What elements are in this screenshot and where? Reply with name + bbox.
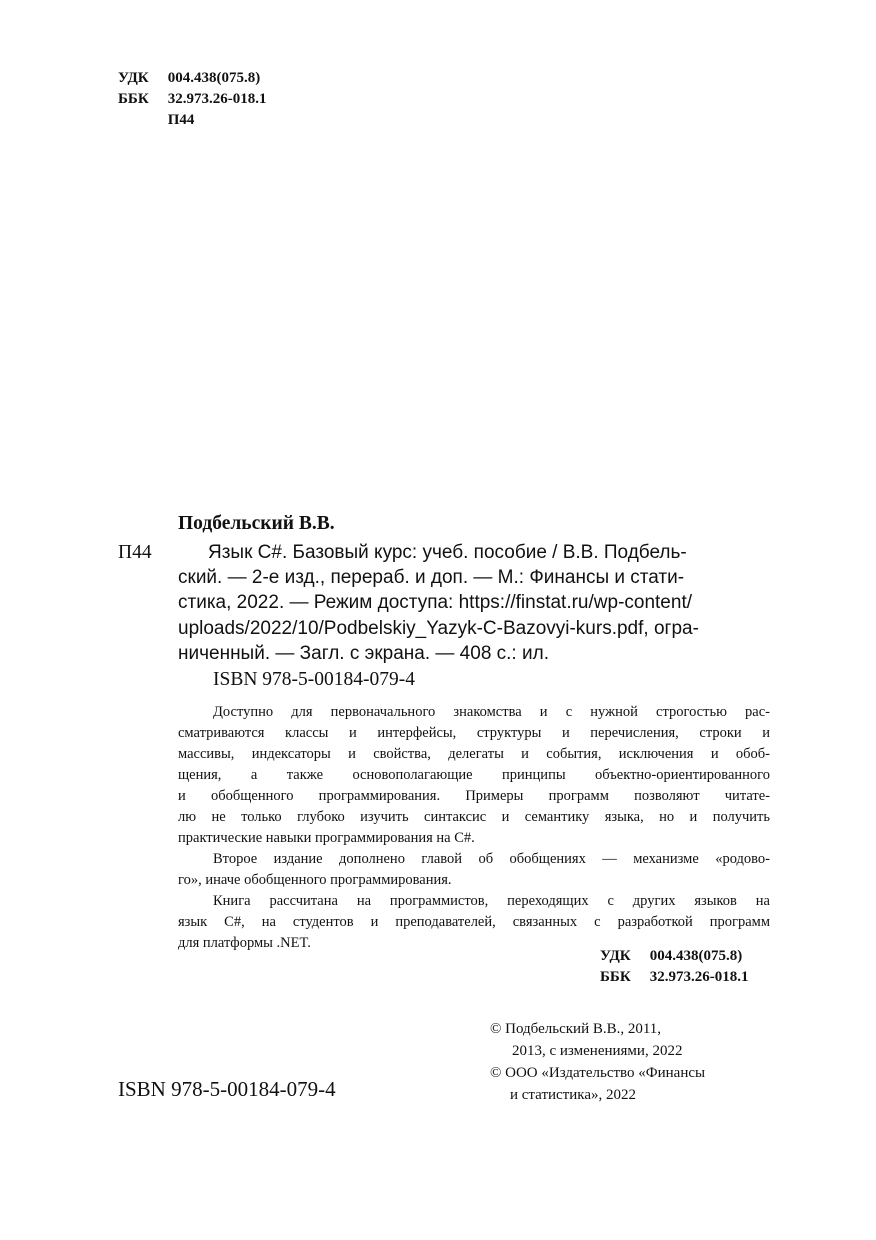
- copyright-line-4: и статистика», 2022: [510, 1087, 636, 1103]
- entry-line-3: стика, 2022. — Режим доступа: https://finstat.ru/wp-content/: [178, 592, 693, 613]
- annotation-line: щения, а также основополагающие принципы объектно-ориентированного: [178, 767, 770, 783]
- annotation-line: Второе издание дополнено главой об обобщениях — механизме «родово-: [213, 851, 770, 867]
- bottom-bbk-value: 32.973.26-018.1: [649, 969, 749, 985]
- entry-line-4: uploads/2022/10/Podbelskiy_Yazyk-C-Bazovyi-kurs.pdf, огра-: [178, 618, 699, 639]
- bottom-udk-row: [600, 946, 749, 967]
- top-bbk-value: 32.973.26-018.1: [167, 91, 267, 107]
- annotation-line: практические навыки программирования на С#.: [178, 830, 475, 846]
- entry-line-2: ский. — 2-е изд., перераб. и доп. — М.: Финансы и стати-: [178, 567, 685, 588]
- top-bbk-row: [118, 89, 267, 110]
- top-bbk-label: ББК: [118, 91, 149, 107]
- bottom-isbn: ISBN 978-5-00184-079-4: [118, 1077, 336, 1101]
- bottom-classification-block: [600, 946, 749, 988]
- annotation-line: Книга рассчитана на программистов, переходящих с других языков на: [213, 893, 770, 909]
- annotation-line: для платформы .NET.: [178, 935, 311, 951]
- entry-isbn: ISBN 978-5-00184-079-4: [213, 669, 416, 690]
- annotation: [178, 702, 770, 954]
- top-udk-label: УДК: [118, 70, 149, 86]
- top-author-code-row: [118, 110, 267, 131]
- bottom-bbk-row: [600, 967, 749, 988]
- annotation-line: массивы, индексаторы и свойства, делегаты и события, исключения и обоб-: [178, 746, 770, 762]
- top-udk-row: [118, 68, 267, 89]
- top-udk-value: 004.438(075.8): [167, 70, 261, 86]
- entry-line-1: Язык С#. Базовый курс: учеб. пособие / В.В. Подбель-: [208, 542, 687, 563]
- bottom-udk-label: УДК: [600, 948, 631, 964]
- entry-code: П44: [118, 542, 152, 563]
- entry-line-5: ниченный. — Загл. с экрана. — 408 с.: ил.: [178, 643, 549, 664]
- entry-author: Подбельский В.В.: [178, 513, 335, 534]
- top-classification-block: [118, 68, 267, 131]
- annotation-line: и обобщенного программирования. Примеры программ позволяют читате-: [178, 788, 770, 804]
- copyright-line-1: © Подбельский В.В., 2011,: [490, 1021, 662, 1037]
- bottom-udk-value: 004.438(075.8): [649, 948, 743, 964]
- annotation-line: лю не только глубоко изучить синтаксис и семантику языка, но и получить: [178, 809, 770, 825]
- copyright-block: [490, 1018, 705, 1106]
- annotation-line: Доступно для первоначального знакомства и с нужной строгостью рас-: [213, 704, 770, 720]
- bottom-bbk-label: ББК: [600, 969, 631, 985]
- annotation-line: сматриваются классы и интерфейсы, структуры и перечисления, строки и: [178, 725, 770, 741]
- top-author-code: П44: [167, 112, 195, 128]
- copyright-line-2: 2013, с изменениями, 2022: [512, 1043, 683, 1059]
- annotation-line: язык С#, на студентов и преподавателей, связанных с разработкой программ: [178, 914, 770, 930]
- copyright-line-3: © ООО «Издательство «Финансы: [490, 1065, 706, 1081]
- annotation-line: го», иначе обобщенного программирования.: [178, 872, 452, 888]
